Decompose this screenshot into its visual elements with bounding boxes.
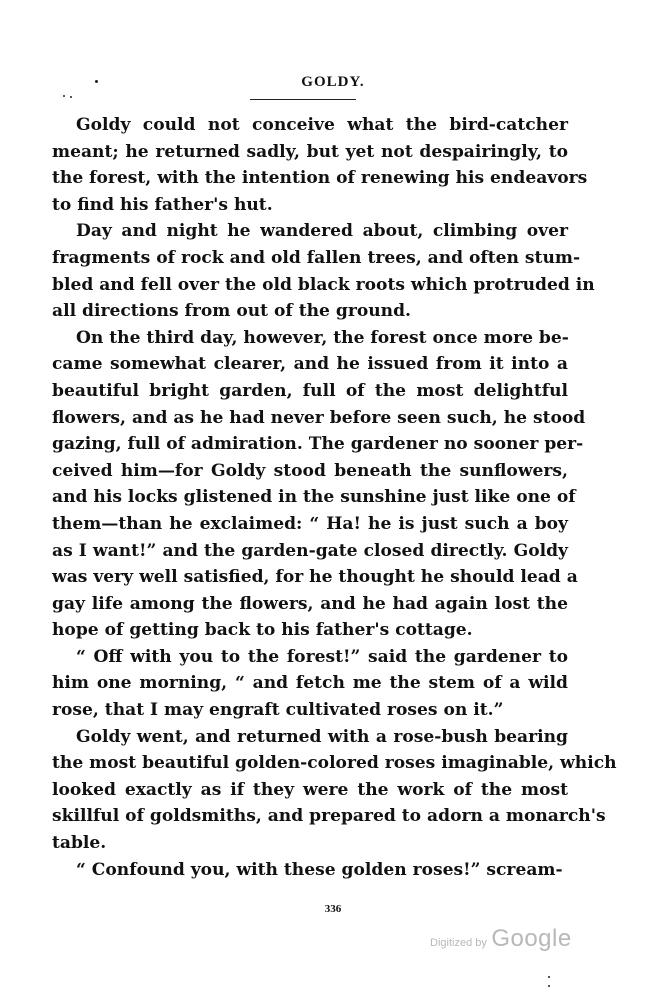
text-line: the forest, with the intention of renewing his endeavors [52,168,588,189]
text-line: looked exactly as if they were the work of the most [52,779,568,800]
text-line: bled and fell over the old black roots which protruded in [52,274,595,295]
text-line: Day and night he wandered about, climbing over [76,221,568,242]
text-line: gay life among the flowers, and he had again lost the [52,593,568,614]
text-line: came somewhat clearer, and he issued from it into a [52,354,568,375]
print-speck [548,985,550,987]
text-line: to find his father's hut. [52,194,273,215]
text-line: “ Confound you, with these golden roses!” scream- [76,859,563,880]
text-line: hope of getting back to his father's cottage. [52,620,473,641]
text-line: beautiful bright garden, full of the most delightful [52,380,568,401]
text-line: skillful of goldsmiths, and prepared to adorn a monarch's [52,806,606,827]
paragraph [52,644,568,724]
print-speck [70,96,72,98]
header-rule [250,99,356,100]
text-line: table. [52,833,107,854]
print-speck [548,976,550,978]
paragraph [52,325,586,644]
print-speck [63,95,65,97]
paragraph [52,857,568,884]
text-line: Goldy went, and returned with a rose-bush bearing [76,726,568,747]
page-number: 336 [324,903,342,915]
paragraph [52,724,617,857]
text-line: was very well satisfied, for he thought he should lead a [52,567,578,588]
text-line: them—than he exclaimed: “ Ha! he is just such a boy [52,513,568,534]
text-line: ceived him—for Goldy stood beneath the sunflowers, [52,460,568,481]
paragraph [52,112,588,218]
text-line: rose, that I may engraft cultivated roses on it.” [52,700,504,721]
text-line: him one morning, “ and fetch me the stem of a wild [52,673,568,694]
google-logo: Google [491,925,572,952]
digitized-by-google-watermark [430,925,572,953]
text-line: and his locks glistened in the sunshine just like one of [52,487,576,508]
text-line: gazing, full of admiration. The gardener no sooner per- [52,434,584,455]
running-head: GOLDY. [301,74,365,90]
text-line: meant; he returned sadly, but yet not despairingly, to [52,141,568,162]
body-text [52,112,617,883]
paragraph [52,218,595,324]
text-line: flowers, and as he had never before seen such, he stood [52,407,586,428]
text-line: the most beautiful golden-colored roses imaginable, which [52,753,617,774]
text-line: fragments of rock and old fallen trees, and often stum- [52,247,581,268]
text-line: “ Off with you to the forest!” said the gardener to [76,646,568,667]
text-line: On the third day, however, the forest once more be- [76,327,569,348]
watermark-prefix: Digitized by [430,937,487,949]
text-line: as I want!” and the garden-gate closed directly. Goldy [52,540,568,561]
text-line: Goldy could not conceive what the bird-catcher [76,115,568,135]
text-line: all directions from out of the ground. [52,301,411,322]
